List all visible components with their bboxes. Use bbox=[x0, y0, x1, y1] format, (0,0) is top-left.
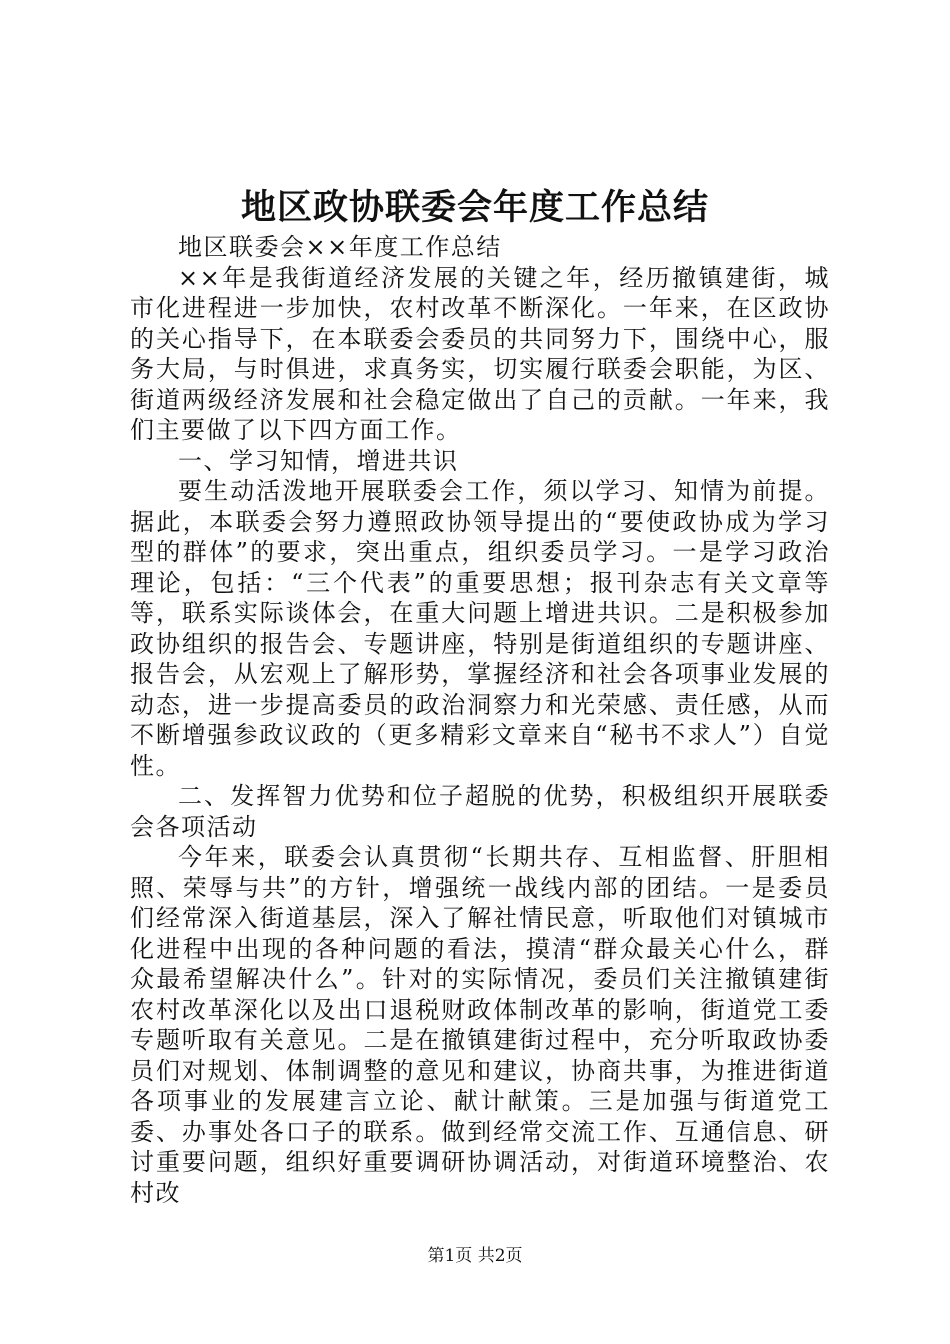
page-footer: 第1页 共2页 bbox=[427, 1246, 523, 1266]
paragraph-subtitle: 地区联委会××年度工作总结 bbox=[178, 233, 502, 261]
paragraph-section-2: 今年来，联委会认真贯彻“长期共存、互相监督、肝胆相照、荣辱与共”的方针，增强统一战线内部的团结。一是委员们经常深入街道基层，深入了解社情民意，听取他们对镇城市化进程中出现的各种问题的看法，摸清“群众最关心什么，群众最希望解决什么”。针对的实际情况，委员们关注撤镇建街农村改革深化以及出口退税财政体制改革的影响，街道党工委专题听取有关意见。二是在撤镇建街过程中，充分听取政协委员们对规划、体制调整的意见和建议，协商共事，为推进街道各项事业的发展建言立论、献计献策。三是加强与街道党工委、办事处各口子的联系。做到经常交流工作、互通信息、研讨重要问题，组织好重要调研协调活动，对街道环境整治、农村改 bbox=[130, 843, 830, 1207]
section-heading-2: 二、发挥智力优势和位子超脱的优势，积极组织开展联委会各项活动 bbox=[130, 782, 830, 841]
section-heading-1: 一、学习知情，增进共识 bbox=[178, 446, 459, 475]
document-title: 地区政协联委会年度工作总结 bbox=[240, 187, 709, 228]
paragraph-section-1: 要生动活泼地开展联委会工作，须以学习、知情为前提。据此，本联委会努力遵照政协领导提出的“要使政协成为学习型的群体”的要求，突出重点，组织委员学习。一是学习政治理论，包括：“三个代表”的重要思想；报刊杂志有关文章等等，联系实际谈体会，在重大问题上增进共识。二是积极参加政协组织的报告会、专题讲座，特别是街道组织的专题讲座、报告会，从宏观上了解形势，掌握经济和社会各项事业发展的动态，进一步提高委员的政治洞察力和光荣感、责任感，从而不断增强参政议政的（更多精彩文章来自“秘书不求人”）自觉性。 bbox=[130, 477, 830, 780]
document-body bbox=[130, 232, 830, 1208]
paragraph-intro: ××年是我街道经济发展的关键之年，经历撤镇建街，城市化进程进一步加快，农村改革不断深化。一年来，在区政协的关心指导下，在本联委会委员的共同努力下，围绕中心，服务大局，与时俱进，求真务实，切实履行联委会职能，为区、街道两级经济发展和社会稳定做出了自己的贡献。一年来，我们主要做了以下四方面工作。 bbox=[130, 263, 830, 444]
